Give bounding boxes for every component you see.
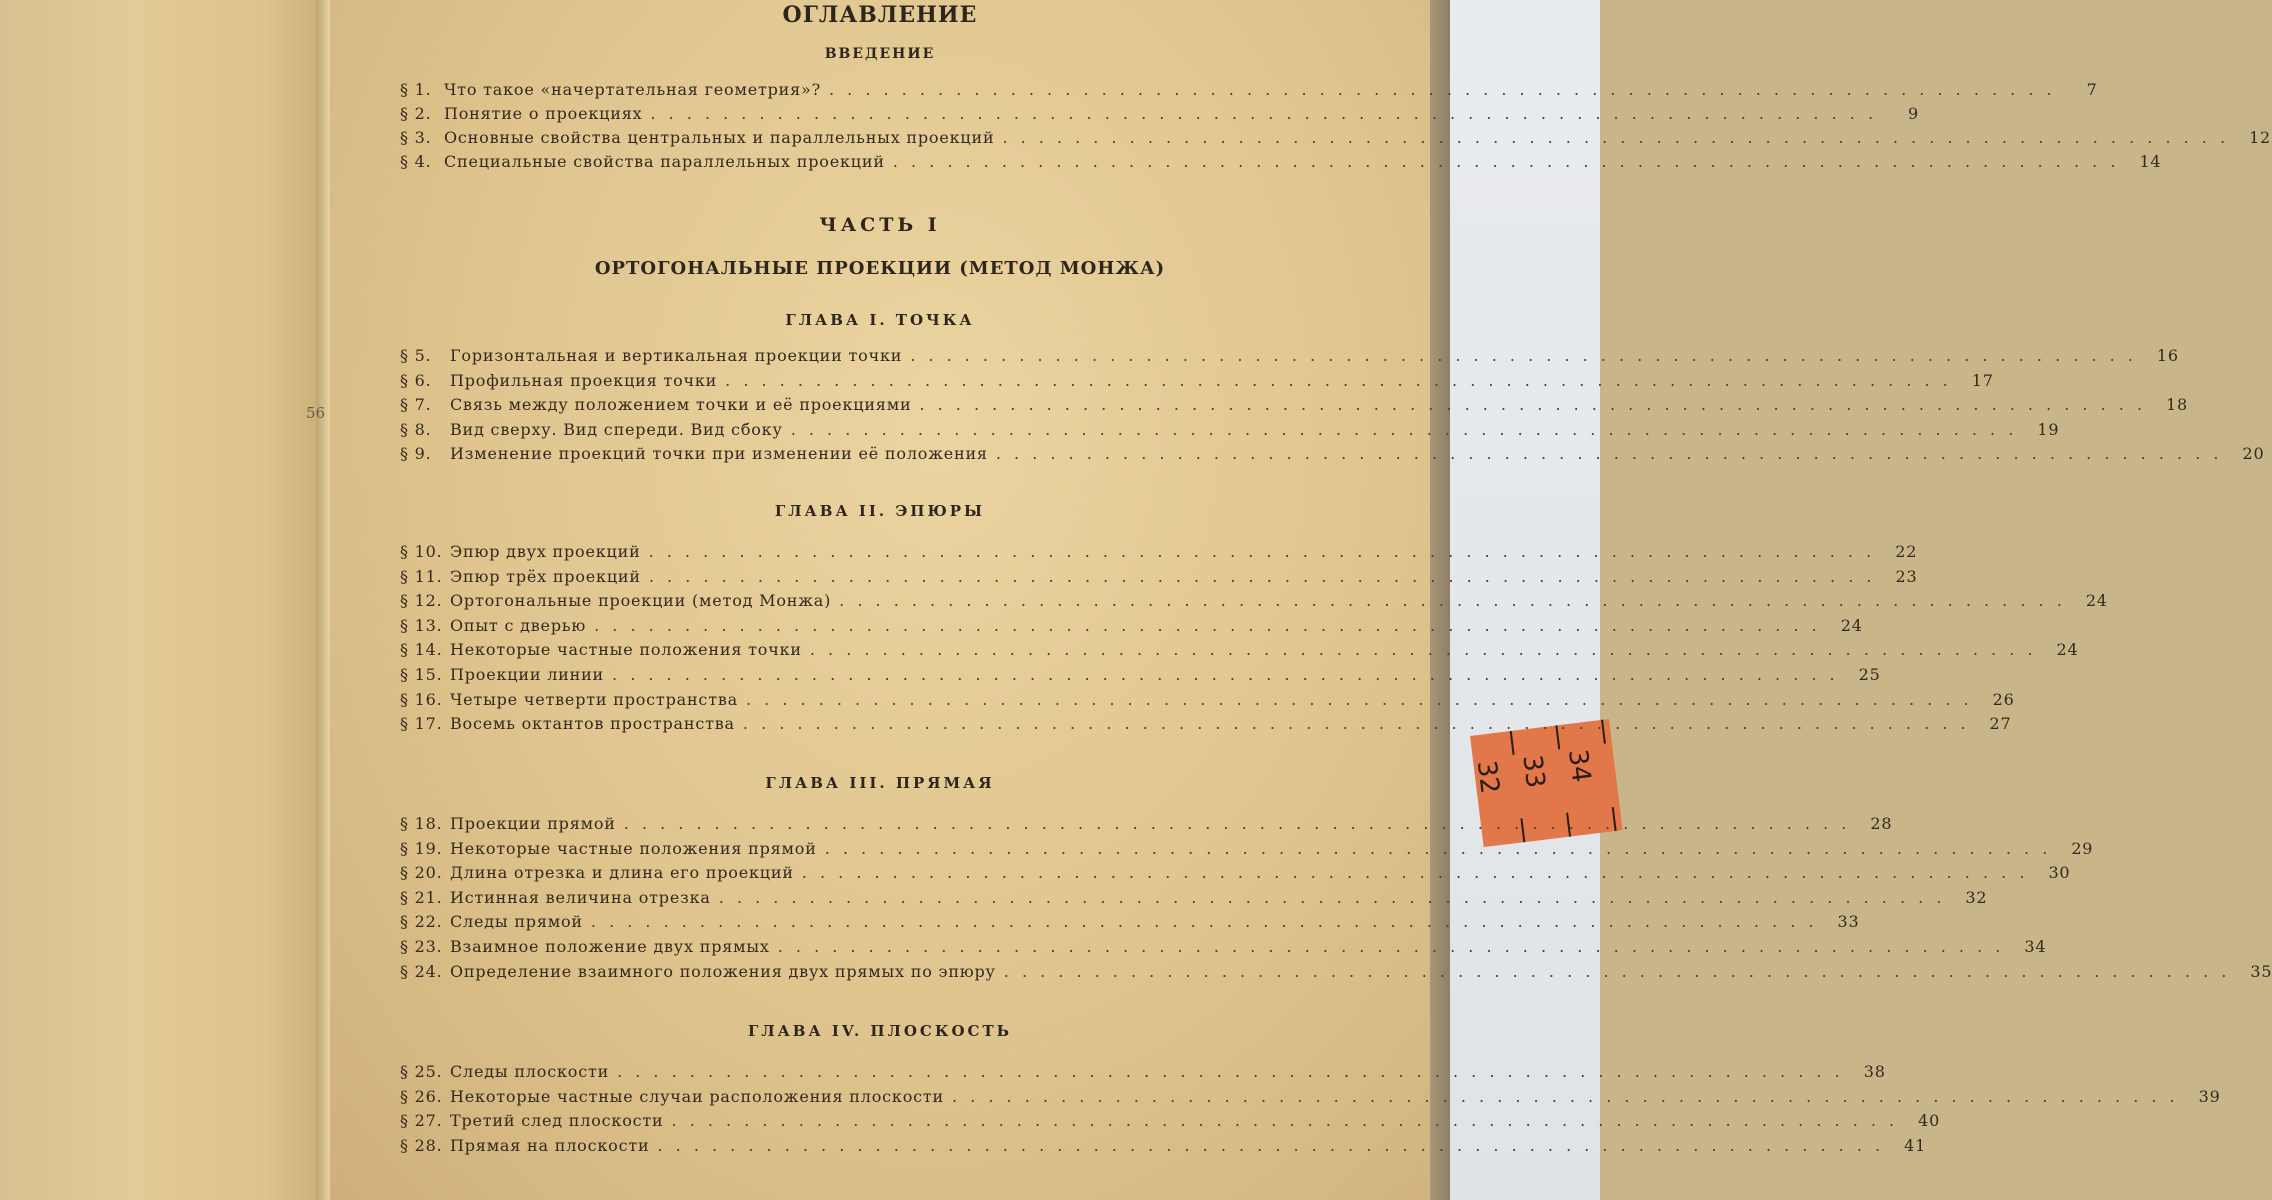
section-title: Следы плоскости — [450, 1062, 610, 1081]
dot-leader: . . . . . . . . . . . . . . . . . . . . . . . . . . . . . . . . . . . . . . . . . . . . . . . . . . . . . . . . . . . . . . . . . . . . — [742, 714, 1970, 733]
tape-tick — [1510, 731, 1515, 755]
toc-entry — [400, 444, 2265, 466]
toc-entry — [400, 616, 1863, 638]
section-title: Вид сверху. Вид спереди. Вид сбоку — [450, 420, 783, 439]
dot-leader: . . . . . . . . . . . . . . . . . . . . . . . . . . . . . . . . . . . . . . . . . . . . . . . . . . . . . . . . . . . . . . . . . . . . — [910, 346, 2137, 365]
section-title: Следы прямой — [450, 912, 583, 931]
section-title: Прямая на плоскости — [450, 1136, 650, 1155]
section-title: Некоторые частные положения точки — [450, 640, 802, 659]
toc-entry — [400, 1087, 2221, 1109]
page-number: 40 — [1918, 1111, 1941, 1130]
dot-leader: . . . . . . . . . . . . . . . . . . . . . . . . . . . . . . . . . . . . . . . . . . . . . . . . . . . . . . . . . . . . . . . . . . . . — [650, 104, 1878, 123]
section-number: § 6. — [400, 371, 432, 390]
section-number: § 21. — [400, 888, 443, 907]
section-number: § 19. — [400, 839, 443, 858]
toc-entry — [400, 690, 2015, 712]
section-title: Некоторые частные положения прямой — [450, 839, 817, 858]
chapter-heading: ГЛАВА I. ТОЧКА — [785, 311, 975, 329]
toc-entry — [400, 1111, 1941, 1133]
section-number: § 1. — [400, 80, 432, 99]
section-title: Изменение проекций точки при изменении её положения — [450, 444, 988, 463]
dot-leader: . . . . . . . . . . . . . . . . . . . . . . . . . . . . . . . . . . . . . . . . . . . . . . . . . . . . . . . . . . . . . . . . . . . . — [828, 80, 2056, 99]
section-title: Основные свойства центральных и параллельных проекций — [444, 128, 995, 147]
page-number: 39 — [2198, 1087, 2221, 1106]
toc-entry — [400, 912, 1860, 934]
section-title: Понятие о проекциях — [444, 104, 643, 123]
page-number: 35 — [2250, 962, 2272, 981]
page-number: 32 — [1965, 888, 1988, 907]
toc-entry — [400, 346, 2179, 368]
section-number: § 16. — [400, 690, 443, 709]
toc-entry — [400, 640, 2079, 662]
page-number: 27 — [1989, 714, 2012, 733]
toc-entry — [400, 542, 1918, 564]
section-number: § 10. — [400, 542, 443, 561]
section-title: Длина отрезка и длина его проекций — [450, 863, 794, 882]
section-title: Связь между положением точки и её проекциями — [450, 395, 912, 414]
section-title: Истинная величина отрезка — [450, 888, 711, 907]
section-number: § 3. — [400, 128, 432, 147]
section-number: § 5. — [400, 346, 432, 365]
dot-leader: . . . . . . . . . . . . . . . . . . . . . . . . . . . . . . . . . . . . . . . . . . . . . . . . . . . . . . . . . . . . . . . . . . . . — [594, 616, 1821, 635]
section-title: Эпюр трёх проекций — [450, 567, 641, 586]
book-gutter — [316, 0, 330, 1200]
section-number: § 7. — [400, 395, 432, 414]
tape-number: 33 — [1516, 753, 1551, 790]
page-number: 24 — [2085, 591, 2108, 610]
dot-leader: . . . . . . . . . . . . . . . . . . . . . . . . . . . . . . . . . . . . . . . . . . . . . . . . . . . . . . . . . . . . . . . . . . . . — [623, 814, 1851, 833]
dot-leader: . . . . . . . . . . . . . . . . . . . . . . . . . . . . . . . . . . . . . . . . . . . . . . . . . . . . . . . . . . . . . . . . . . . . — [671, 1111, 1899, 1130]
toc-entry — [400, 888, 1988, 910]
section-title: Специальные свойства параллельных проекций — [444, 152, 885, 171]
page-number: 19 — [2037, 420, 2060, 439]
section-number: § 18. — [400, 814, 443, 833]
toc-entry — [400, 128, 2272, 150]
dot-leader: . . . . . . . . . . . . . . . . . . . . . . . . . . . . . . . . . . . . . . . . . . . . . . . . . . . . . . . . . . . . . . . . . . . . — [617, 1062, 1844, 1081]
section-number: § 26. — [400, 1087, 443, 1106]
section-title: Восемь октантов пространства — [450, 714, 735, 733]
dot-leader: . . . . . . . . . . . . . . . . . . . . . . . . . . . . . . . . . . . . . . . . . . . . . . . . . . . . . . . . . . . . . . . . . . . . — [612, 665, 1839, 684]
page-number: 14 — [2139, 152, 2162, 171]
toc-entry — [400, 395, 2189, 417]
dot-leader: . . . . . . . . . . . . . . . . . . . . . . . . . . . . . . . . . . . . . . . . . . . . . . . . . . . . . . . . . . . . . . . . . . . . — [648, 567, 1876, 586]
page-number: 20 — [2242, 444, 2265, 463]
toc-entry — [400, 665, 1881, 687]
chapter-heading: ГЛАВА III. ПРЯМАЯ — [765, 774, 995, 792]
dot-leader: . . . . . . . . . . . . . . . . . . . . . . . . . . . . . . . . . . . . . . . . . . . . . . . . . . . . . . . . . . . . . . . . . . . . — [746, 690, 1973, 709]
page-number: 34 — [2024, 937, 2047, 956]
page-number: 41 — [1904, 1136, 1927, 1155]
dot-leader: . . . . . . . . . . . . . . . . . . . . . . . . . . . . . . . . . . . . . . . . . . . . . . . . . . . . . . . . . . . . . . . . . . . . — [777, 937, 2005, 956]
page-number: 22 — [1895, 542, 1918, 561]
section-number: § 4. — [400, 152, 432, 171]
section-number: § 8. — [400, 420, 432, 439]
section-title: Опыт с дверью — [450, 616, 587, 635]
page-number: 38 — [1863, 1062, 1886, 1081]
toc-entry — [400, 937, 2047, 959]
dot-leader: . . . . . . . . . . . . . . . . . . . . . . . . . . . . . . . . . . . . . . . . . . . . . . . . . . . . . . . . . . . . . . . . . . . . — [801, 863, 2029, 882]
section-number: § 23. — [400, 937, 443, 956]
page-number: 29 — [2071, 839, 2094, 858]
dot-leader: . . . . . . . . . . . . . . . . . . . . . . . . . . . . . . . . . . . . . . . . . . . . . . . . . . . . . . . . . . . . . . . . . . . . — [718, 888, 1946, 907]
dot-leader: . . . . . . . . . . . . . . . . . . . . . . . . . . . . . . . . . . . . . . . . . . . . . . . . . . . . . . . . . . . . . . . . . . . . — [919, 395, 2147, 414]
section-number: § 27. — [400, 1111, 443, 1130]
toc-entry — [400, 371, 1994, 393]
section-title: Некоторые частные случаи расположения плоскости — [450, 1087, 945, 1106]
chapter-heading: ГЛАВА IV. ПЛОСКОСТЬ — [747, 1022, 1013, 1040]
toc-entry — [400, 420, 2060, 442]
section-number: § 13. — [400, 616, 443, 635]
section-title: Профильная проекция точки — [450, 371, 718, 390]
page-number: 9 — [1908, 104, 1920, 123]
section-title: Проекции прямой — [450, 814, 616, 833]
page-number: 33 — [1837, 912, 1860, 931]
dot-leader: . . . . . . . . . . . . . . . . . . . . . . . . . . . . . . . . . . . . . . . . . . . . . . . . . . . . . . . . . . . . . . . . . . . . — [892, 152, 2120, 171]
section-title: Проекции линии — [450, 665, 605, 684]
dot-leader: . . . . . . . . . . . . . . . . . . . . . . . . . . . . . . . . . . . . . . . . . . . . . . . . . . . . . . . . . . . . . . . . . . . . — [790, 420, 2018, 439]
dot-leader: . . . . . . . . . . . . . . . . . . . . . . . . . . . . . . . . . . . . . . . . . . . . . . . . . . . . . . . . . . . . . . . . . . . . — [995, 444, 2223, 463]
dot-leader: . . . . . . . . . . . . . . . . . . . . . . . . . . . . . . . . . . . . . . . . . . . . . . . . . . . . . . . . . . . . . . . . . . . . — [809, 640, 2037, 659]
toc-entry — [400, 591, 2108, 613]
section-number: § 28. — [400, 1136, 443, 1155]
page-number: 28 — [1870, 814, 1893, 833]
section-title: Горизонтальная и вертикальная проекции точки — [450, 346, 903, 365]
section-number: § 17. — [400, 714, 443, 733]
chapter-heading: ГЛАВА II. ЭПЮРЫ — [774, 502, 986, 520]
page-number: 26 — [1992, 690, 2015, 709]
left-facing-page — [0, 0, 330, 1200]
intro-heading: ВВЕДЕНИЕ — [824, 46, 936, 62]
dot-leader: . . . . . . . . . . . . . . . . . . . . . . . . . . . . . . . . . . . . . . . . . . . . . . . . . . . . . . . . . . . . . . . . . . . . — [952, 1087, 2179, 1106]
toc-entry — [400, 714, 2012, 736]
page-number: 16 — [2156, 346, 2179, 365]
page-number: 24 — [1840, 616, 1863, 635]
page-number: 24 — [2056, 640, 2079, 659]
dot-leader: . . . . . . . . . . . . . . . . . . . . . . . . . . . . . . . . . . . . . . . . . . . . . . . . . . . . . . . . . . . . . . . . . . . . — [648, 542, 1876, 561]
page-number: 18 — [2166, 395, 2189, 414]
section-number: § 9. — [400, 444, 432, 463]
section-number: § 25. — [400, 1062, 443, 1081]
toc-entry — [400, 567, 1918, 589]
tape-number: 34 — [1562, 747, 1596, 785]
section-title: Третий след плоскости — [450, 1111, 664, 1130]
tape-number: 32 — [1470, 758, 1505, 796]
dot-leader: . . . . . . . . . . . . . . . . . . . . . . . . . . . . . . . . . . . . . . . . . . . . . . . . . . . . . . . . . . . . . . . . . . . . — [1003, 962, 2231, 981]
dot-leader: . . . . . . . . . . . . . . . . . . . . . . . . . . . . . . . . . . . . . . . . . . . . . . . . . . . . . . . . . . . . . . . . . . . . — [1002, 128, 2230, 147]
section-number: § 12. — [400, 591, 443, 610]
dot-leader: . . . . . . . . . . . . . . . . . . . . . . . . . . . . . . . . . . . . . . . . . . . . . . . . . . . . . . . . . . . . . . . . . . . . — [824, 839, 2052, 858]
dot-leader: . . . . . . . . . . . . . . . . . . . . . . . . . . . . . . . . . . . . . . . . . . . . . . . . . . . . . . . . . . . . . . . . . . . . — [839, 591, 2066, 610]
section-number: § 2. — [400, 104, 432, 123]
page-number: 12 — [2249, 128, 2272, 147]
page-number: 17 — [1971, 371, 1994, 390]
section-title: Что такое «начертательная геометрия»? — [444, 80, 821, 99]
part-title: ОРТОГОНАЛЬНЫЕ ПРОЕКЦИИ (МЕТОД МОНЖА) — [594, 258, 1166, 279]
toc-entry — [400, 80, 2098, 102]
toc-entry — [400, 152, 2162, 174]
toc-title: ОГЛАВЛЕНИЕ — [782, 2, 978, 28]
dot-leader: . . . . . . . . . . . . . . . . . . . . . . . . . . . . . . . . . . . . . . . . . . . . . . . . . . . . . . . . . . . . . . . . . . . . — [657, 1136, 1885, 1155]
section-title: Ортогональные проекции (метод Монжа) — [450, 591, 832, 610]
part-label: ЧАСТЬ I — [819, 214, 941, 236]
section-number: § 24. — [400, 962, 443, 981]
toc-entry — [400, 1062, 1886, 1084]
dot-leader: . . . . . . . . . . . . . . . . . . . . . . . . . . . . . . . . . . . . . . . . . . . . . . . . . . . . . . . . . . . . . . . . . . . . — [590, 912, 1818, 931]
page-number: 30 — [2048, 863, 2071, 882]
page-number: 23 — [1895, 567, 1918, 586]
section-number: § 14. — [400, 640, 443, 659]
page-number: 25 — [1858, 665, 1881, 684]
toc-entry — [400, 814, 1893, 836]
toc-entry — [400, 839, 2094, 861]
section-title: Определение взаимного положения двух прямых по эпюру — [450, 962, 996, 981]
section-title: Эпюр двух проекций — [450, 542, 641, 561]
page-number: 7 — [2086, 80, 2098, 99]
section-number: § 22. — [400, 912, 443, 931]
section-number: § 11. — [400, 567, 443, 586]
toc-entry — [400, 962, 2272, 984]
section-title: Взаимное положение двух прямых — [450, 937, 770, 956]
section-number: § 15. — [400, 665, 443, 684]
section-number: § 20. — [400, 863, 443, 882]
section-title: Четыре четверти пространства — [450, 690, 738, 709]
left-margin-number: 56 — [306, 404, 326, 422]
toc-entry — [400, 104, 1920, 126]
toc-entry — [400, 1136, 1927, 1158]
toc-entry — [400, 863, 2071, 885]
dot-leader: . . . . . . . . . . . . . . . . . . . . . . . . . . . . . . . . . . . . . . . . . . . . . . . . . . . . . . . . . . . . . . . . . . . . — [725, 371, 1952, 390]
